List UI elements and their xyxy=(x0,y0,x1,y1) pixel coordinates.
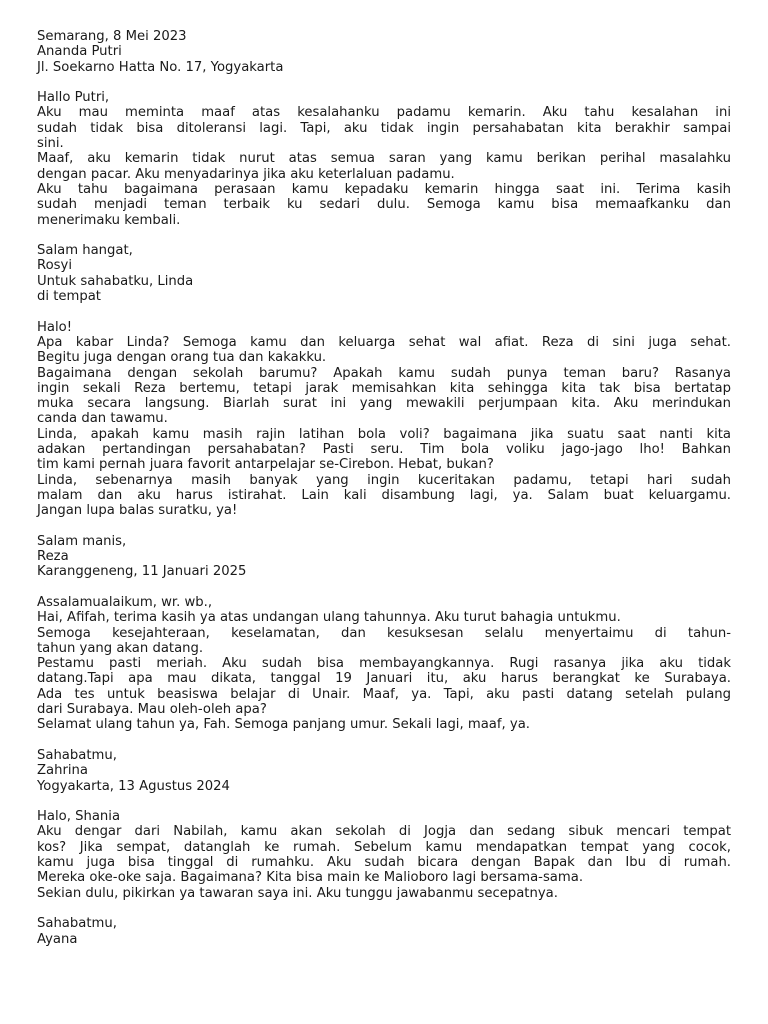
body-line: datang.Tapi apa mau dikata, tanggal 19 Januari itu, aku harus berangkat ke Surabaya. xyxy=(37,671,731,687)
body-line: kamu juga bisa tinggal di rumahku. Aku sudah bicara dengan Bapak dan Ibu di rumah. xyxy=(37,855,731,871)
body-line: sudah tidak bisa ditoleransi lagi. Tapi, aku tidak ingin persahabatan kita berakhir sampai xyxy=(37,120,731,136)
letter-closing: Sahabatmu, xyxy=(37,747,117,763)
letter-closing: Salam manis, xyxy=(37,533,127,549)
body-line: sudah menjadi teman terbaik ku sedari dulu. Semoga kamu bisa memaafkanku dan xyxy=(37,197,731,213)
letter-header-line: Untuk sahabatku, Linda xyxy=(37,273,194,289)
body-line: adakan pertandingan persahabatan? Pasti seru. Tim bola voliku jago-jago lho! Bahkan xyxy=(37,442,731,458)
body-line: Begitu juga dengan orang tua dan kakakku. xyxy=(37,350,327,366)
letter-header-line: Ananda Putri xyxy=(37,44,122,60)
body-line: Pestamu pasti meriah. Aku sudah bisa membayangkannya. Rugi rasanya jika aku tidak xyxy=(37,656,731,672)
letter-1 xyxy=(37,29,731,274)
body-line: Mereka oke-oke saja. Bagaimana? Kita bisa main ke Malioboro lagi bersama-sama. xyxy=(37,870,584,886)
letter-header-line: Semarang, 8 Mei 2023 xyxy=(37,29,187,44)
letter-greeting: Hallo Putri, xyxy=(37,90,110,106)
body-line: Selamat ulang tahun ya, Fah. Semoga panjang umur. Sekali lagi, maaf, ya. xyxy=(37,717,530,733)
body-line: Sekian dulu, pikirkan ya tawaran saya ini. Aku tunggu jawabanmu secepatnya. xyxy=(37,885,558,901)
body-line: Aku mau meminta maaf atas kesalahanku padamu kemarin. Aku tahu kesalahan ini xyxy=(37,105,731,121)
body-line: menerimaku kembali. xyxy=(37,212,181,228)
body-line: tim kami pernah juara favorit antarpelajar se-Cirebon. Hebat, bukan? xyxy=(37,457,494,473)
letter-header-line: Karanggeneng, 11 Januari 2025 xyxy=(37,564,247,580)
letter-greeting: Assalamualaikum, wr. wb., xyxy=(37,594,213,610)
letter-3 xyxy=(37,564,731,778)
body-line: ingin sekali Reza bertemu, tetapi jarak memisahkan kita sehingga kita tak bisa bertatap xyxy=(37,380,731,396)
body-line: Linda, apakah kamu masih rajin latihan bola voli? bagaimana jika suatu saat nanti kita xyxy=(37,426,731,442)
blank-line xyxy=(37,733,731,748)
body-line: Apa kabar Linda? Semoga kamu dan keluarga sehat wal afiat. Reza di sini juga sehat. xyxy=(37,334,731,350)
body-line: Linda, sebenarnya masih banyak yang ingin kuceritakan padamu, tetapi hari sudah xyxy=(37,472,731,488)
letter-header-line: Jl. Soekarno Hatta No. 17, Yogyakarta xyxy=(37,59,284,75)
body-line: Hai, Afifah, terima kasih ya atas undangan ulang tahunnya. Aku turut bahagia untukmu. xyxy=(37,610,621,626)
body-line: Bagaimana dengan sekolah barumu? Apakah kamu sudah punya teman baru? Rasanya xyxy=(37,365,731,381)
body-line: malam dan aku harus istirahat. Lain kali disambung lagi, ya. Salam buat keluargamu. xyxy=(37,487,731,503)
letter-2 xyxy=(37,274,731,565)
body-line: canda dan tawamu. xyxy=(37,411,168,427)
letter-signature: Ayana xyxy=(37,931,78,947)
letter-signature: Zahrina xyxy=(37,763,88,779)
body-line: Semoga kesejahteraan, keselamatan, dan kesuksesan selalu menyertaimu di tahun- xyxy=(37,625,731,641)
blank-line xyxy=(37,228,731,243)
body-line: dari Surabaya. Mau oleh-oleh apa? xyxy=(37,702,267,718)
blank-line xyxy=(37,901,731,916)
body-line: Maaf, aku kemarin tidak nurut atas semua saran yang kamu berikan perihal masalahku xyxy=(37,151,731,167)
letter-greeting: Halo! xyxy=(37,319,73,335)
blank-line xyxy=(37,75,731,90)
body-line: sini. xyxy=(37,136,64,152)
letter-4 xyxy=(37,779,731,947)
letter-header-line: Yogyakarta, 13 Agustus 2024 xyxy=(37,778,230,794)
letter-closing: Salam hangat, xyxy=(37,243,133,259)
letter-signature: Reza xyxy=(37,549,69,565)
document-page xyxy=(37,29,731,947)
blank-line xyxy=(37,519,731,534)
body-line: Ada tes untuk beasiswa belajar di Unair. Maaf, ya. Tapi, aku pasti datang setelah pulang xyxy=(37,686,731,702)
letter-signature: Rosyi xyxy=(37,258,72,274)
body-line: tahun yang akan datang. xyxy=(37,640,204,656)
body-line: kos? Jika sempat, datanglah ke rumah. Sebelum kamu mendapatkan tempat yang cocok, xyxy=(37,839,731,855)
body-line: muka secara langsung. Biarlah surat ini yang mewakili perjumpaan kita. Aku merindukan xyxy=(37,396,731,412)
body-line: Aku dengar dari Nabilah, kamu akan sekolah di Jogja dan sedang sibuk mencari tempat xyxy=(37,824,731,840)
letter-header-line: di tempat xyxy=(37,289,101,305)
blank-line xyxy=(37,304,731,319)
body-line: Jangan lupa balas suratku, ya! xyxy=(37,503,238,519)
letter-closing: Sahabatmu, xyxy=(37,916,117,932)
blank-line xyxy=(37,580,731,595)
blank-line xyxy=(37,794,731,809)
body-line: dengan pacar. Aku menyadarinya jika aku keterlaluan padamu. xyxy=(37,166,455,182)
body-line: Aku tahu bagaimana perasaan kamu kepadaku kemarin hingga saat ini. Terima kasih xyxy=(37,181,731,197)
letter-greeting: Halo, Shania xyxy=(37,809,121,825)
